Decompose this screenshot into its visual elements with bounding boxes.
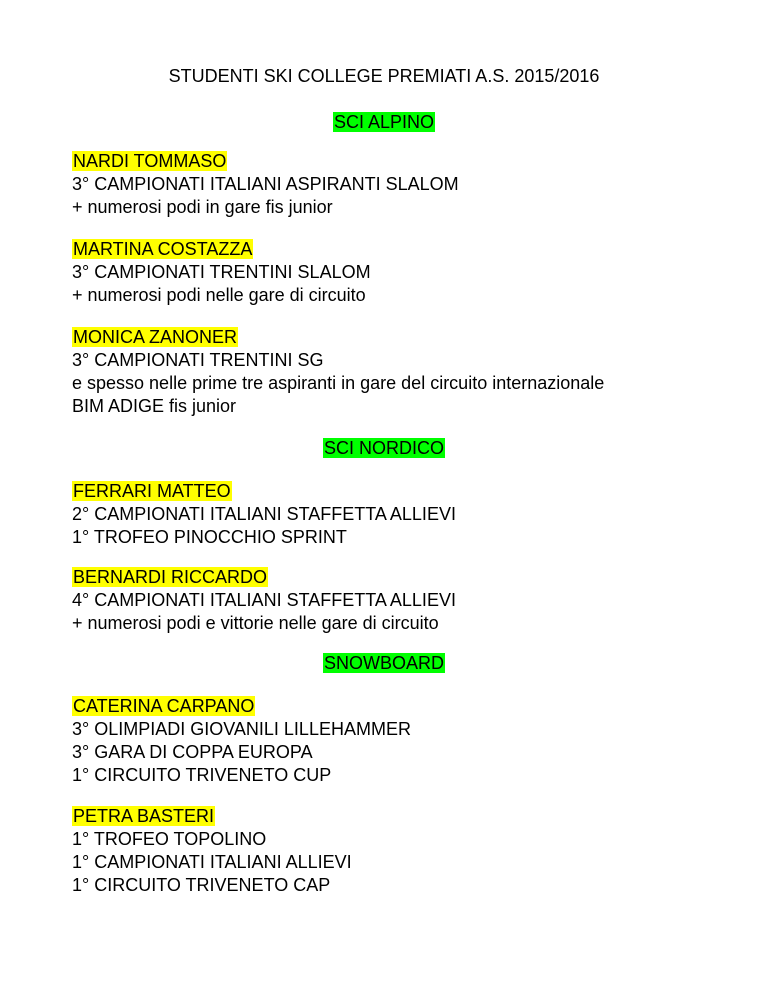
athlete-result: 1° TROFEO TOPOLINO xyxy=(72,829,267,849)
athlete-result: 3° CAMPIONATI ITALIANI ASPIRANTI SLALOM xyxy=(72,174,459,194)
athlete-entry-martina-costazza xyxy=(72,238,752,307)
athlete-name: FERRARI MATTEO xyxy=(73,481,231,501)
athlete-result: 3° CAMPIONATI TRENTINI SLALOM xyxy=(72,262,371,282)
athlete-result: 3° GARA DI COPPA EUROPA xyxy=(72,742,313,762)
athlete-result: 3° OLIMPIADI GIOVANILI LILLEHAMMER xyxy=(72,719,411,739)
athlete-entry-ferrari-matteo xyxy=(72,480,752,549)
athlete-result: BIM ADIGE fis junior xyxy=(72,396,237,416)
athlete-result: + numerosi podi nelle gare di circuito xyxy=(72,285,366,305)
athlete-name: NARDI TOMMASO xyxy=(73,151,227,171)
section-heading-snowboard xyxy=(0,651,768,675)
section-heading-sci-alpino xyxy=(0,110,768,134)
section-heading-label: SNOWBOARD xyxy=(323,653,444,673)
athlete-result: 1° TROFEO PINOCCHIO SPRINT xyxy=(72,527,347,547)
athlete-entry-monica-zanoner xyxy=(72,326,752,418)
athlete-name: MONICA ZANONER xyxy=(73,327,238,347)
athlete-result: 1° CAMPIONATI ITALIANI ALLIEVI xyxy=(72,852,352,872)
document-title xyxy=(0,64,768,88)
athlete-name: BERNARDI RICCARDO xyxy=(73,567,268,587)
athlete-entry-bernardi-riccardo xyxy=(72,566,752,635)
section-heading-label: SCI NORDICO xyxy=(323,438,444,458)
section-heading-sci-nordico xyxy=(0,436,768,460)
athlete-result: 1° CIRCUITO TRIVENETO CAP xyxy=(72,875,331,895)
athlete-result: 2° CAMPIONATI ITALIANI STAFFETTA ALLIEVI xyxy=(72,504,456,524)
document-title-text: STUDENTI SKI COLLEGE PREMIATI A.S. 2015/2016 xyxy=(168,66,600,86)
athlete-entry-nardi-tommaso xyxy=(72,150,752,219)
athlete-entry-petra-basteri xyxy=(72,805,752,897)
athlete-entry-caterina-carpano xyxy=(72,695,752,787)
athlete-result: 3° CAMPIONATI TRENTINI SG xyxy=(72,350,324,370)
athlete-name: CATERINA CARPANO xyxy=(73,696,255,716)
athlete-name: PETRA BASTERI xyxy=(73,806,215,826)
athlete-result: 4° CAMPIONATI ITALIANI STAFFETTA ALLIEVI xyxy=(72,590,456,610)
athlete-name: MARTINA COSTAZZA xyxy=(73,239,253,259)
athlete-result: + numerosi podi e vittorie nelle gare di circuito xyxy=(72,613,439,633)
athlete-result: + numerosi podi in gare fis junior xyxy=(72,197,333,217)
section-heading-label: SCI ALPINO xyxy=(333,112,435,132)
athlete-result: 1° CIRCUITO TRIVENETO CUP xyxy=(72,765,332,785)
athlete-result: e spesso nelle prime tre aspiranti in gare del circuito internazionale xyxy=(72,373,605,393)
